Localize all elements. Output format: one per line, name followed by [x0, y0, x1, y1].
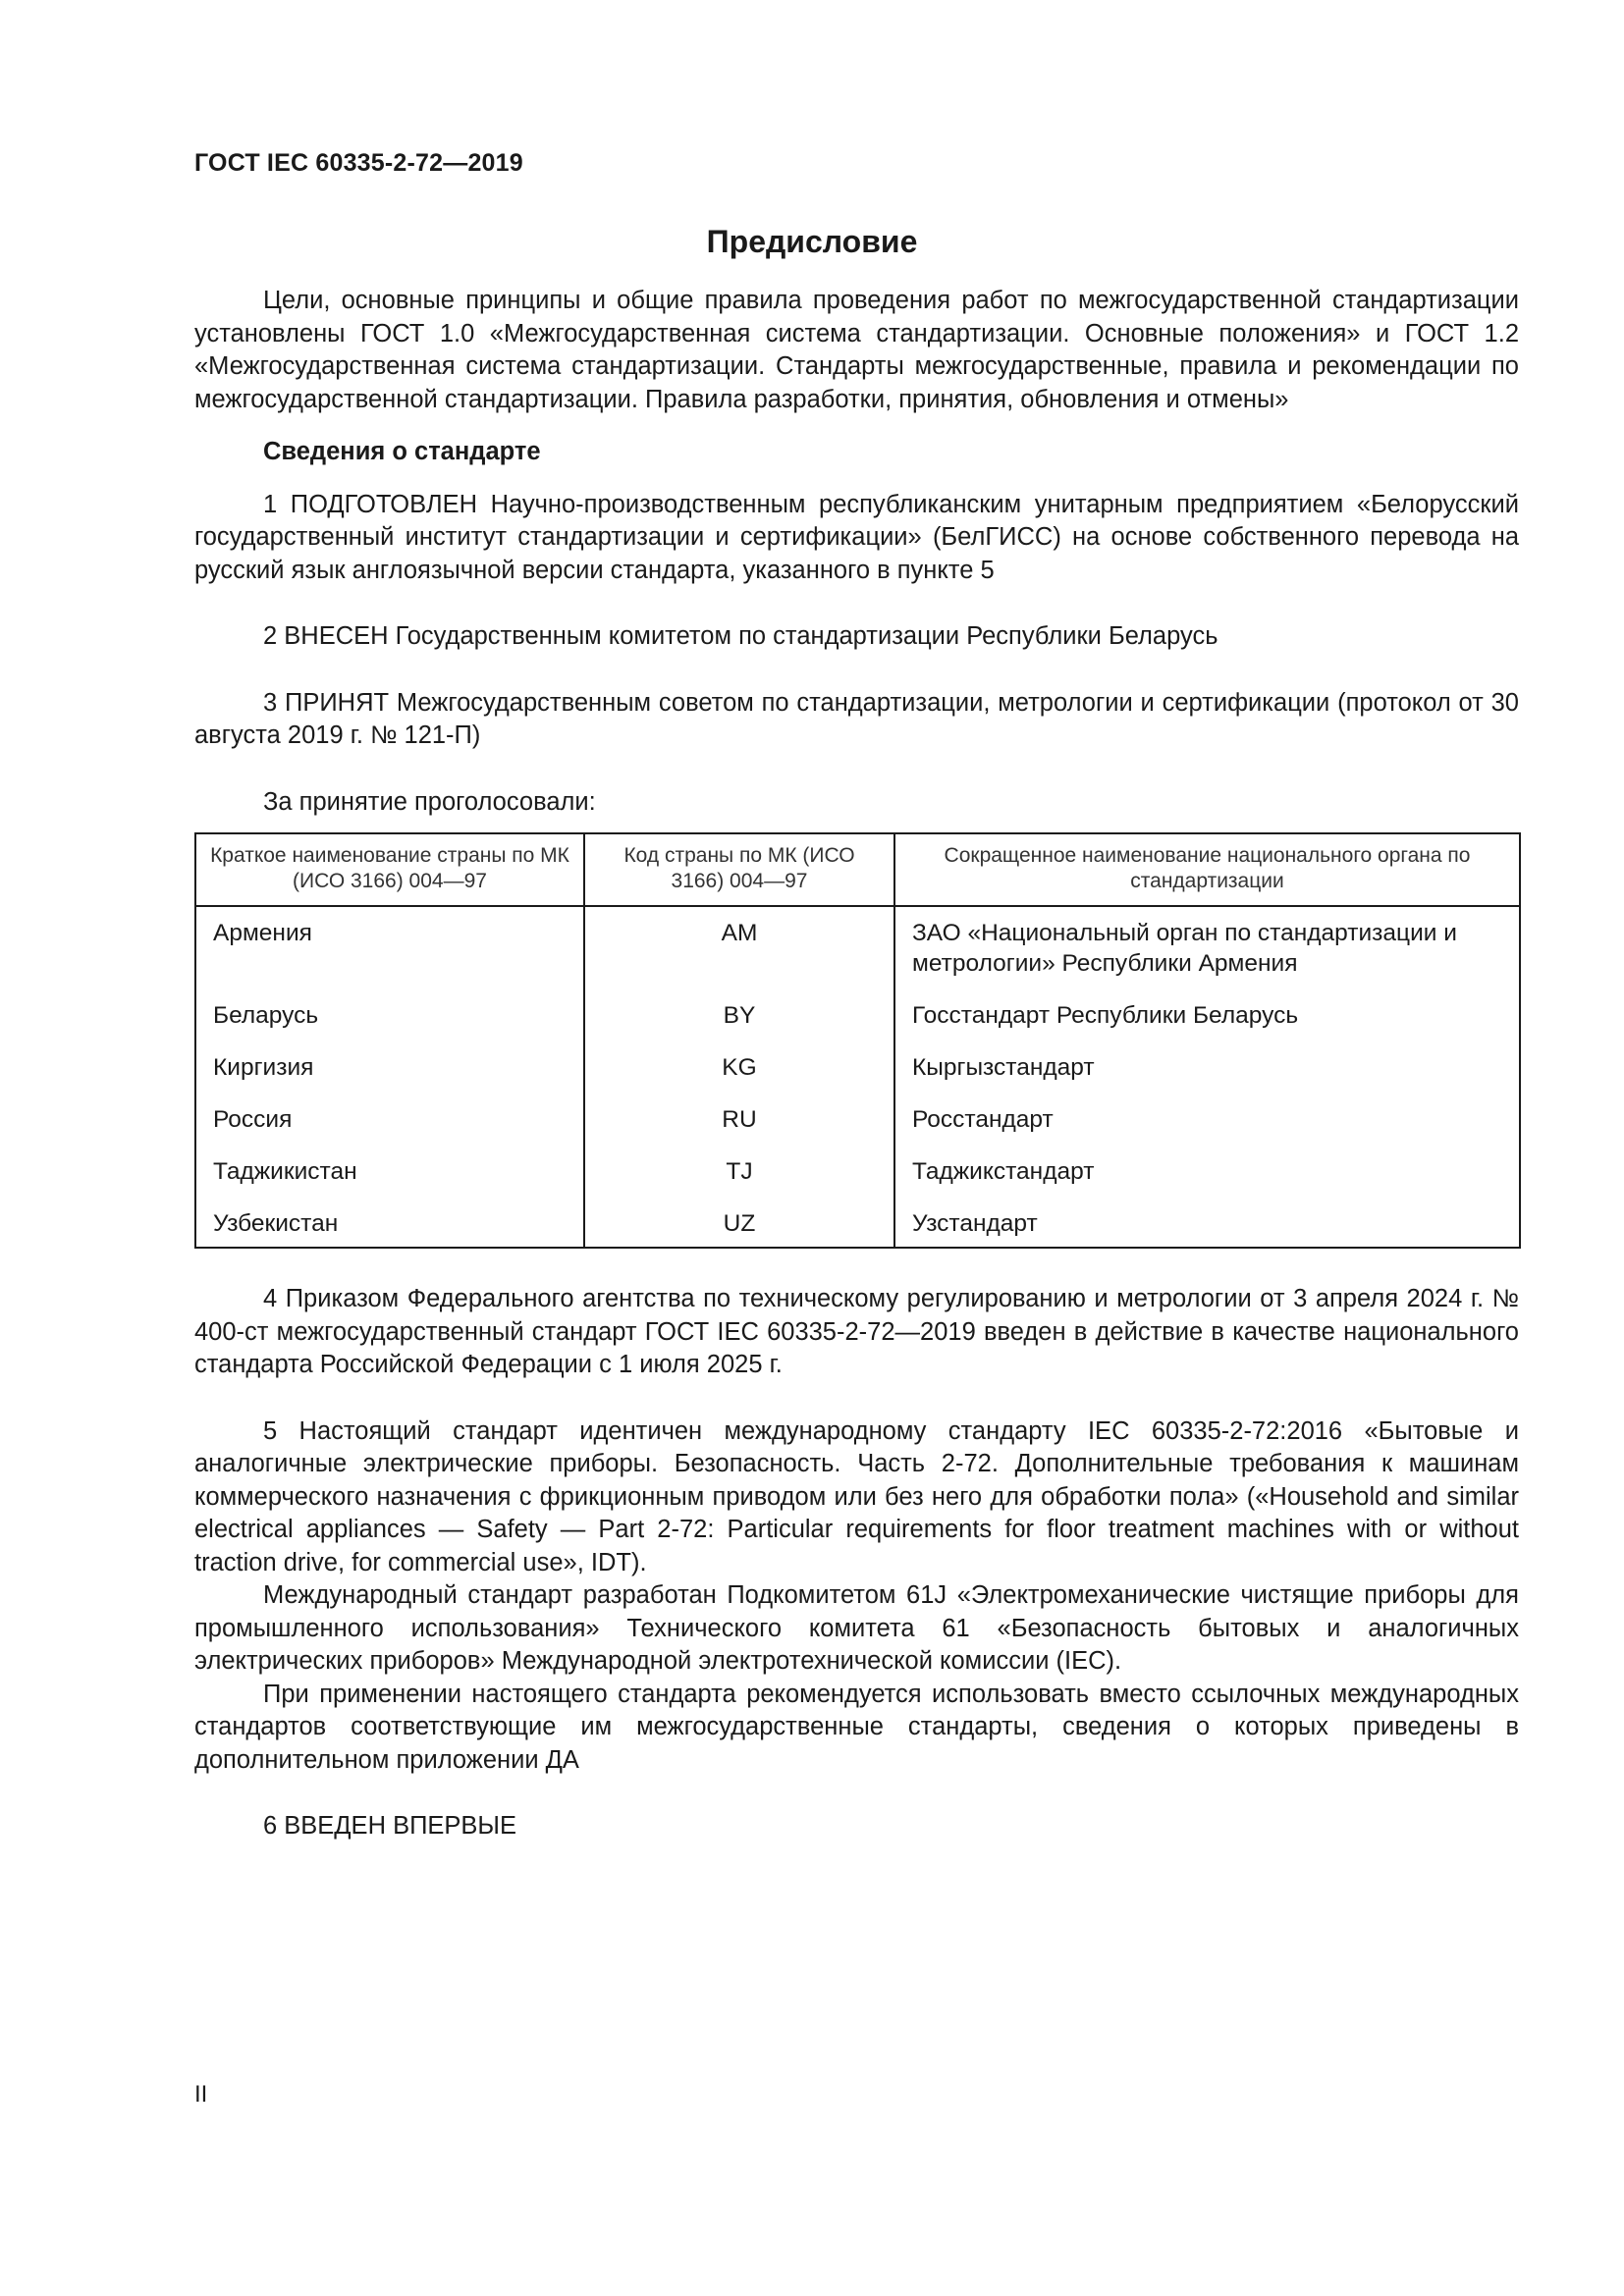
- item-2-paragraph: 2 ВНЕСЕН Государственным комитетом по стандартизации Республики Беларусь: [263, 622, 1218, 650]
- item-5-references-paragraph: При применении настоящего стандарта рекомендуется использовать вместо ссылочных международных стандартов соответствующие им межгосударственные стандарты, сведения о которых приведены в дополнительном приложении ДА: [194, 1680, 1519, 1774]
- page-title: Предисловие: [706, 224, 918, 259]
- table-row: [195, 997, 1520, 1049]
- cell-standards-body: ЗАО «Национальный орган по стандартизации и метрологии» Республики Армения: [894, 906, 1520, 997]
- document-id-header: ГОСТ IEC 60335-2-72—2019: [194, 149, 523, 177]
- item-1-paragraph: 1 ПОДГОТОВЛЕН Научно-производственным республиканским унитарным предприятием «Белорусский государственный институт стандартизации и сертификации» (БелГИСС) на основе собственного перевода на русский язык англоязычной версии стандарта, указанного в пункте 5: [194, 490, 1519, 584]
- cell-country: Армения: [195, 906, 584, 997]
- item-4-paragraph: 4 Приказом Федерального агентства по техническому регулированию и метрологии от 3 апреля 2024 г. № 400-ст межгосударственный стандарт ГОСТ IEC 60335-2-72—2019 введен в действие в качестве национального стандарта Российской Федерации с 1 июля 2025 г.: [194, 1285, 1519, 1378]
- table-row: [195, 1101, 1520, 1153]
- cell-standards-body: Таджикстандарт: [894, 1153, 1520, 1205]
- voting-countries-table: [194, 832, 1521, 1249]
- cell-country: Узбекистан: [195, 1205, 584, 1248]
- vote-intro: За принятие проголосовали:: [263, 787, 596, 816]
- table-row: [195, 1153, 1520, 1205]
- cell-standards-body: Росстандарт: [894, 1101, 1520, 1153]
- cell-code: AM: [584, 906, 894, 997]
- cell-standards-body: Госстандарт Республики Беларусь: [894, 997, 1520, 1049]
- table-header-row: [195, 833, 1520, 906]
- document-body: [194, 285, 1519, 1843]
- table-row: [195, 1049, 1520, 1101]
- cell-country: Таджикистан: [195, 1153, 584, 1205]
- cell-standards-body: Узстандарт: [894, 1205, 1520, 1248]
- column-header-standards-body: Сокращенное наименование национального органа по стандартизации: [894, 833, 1520, 906]
- item-3-paragraph: 3 ПРИНЯТ Межгосударственным советом по стандартизации, метрологии и сертификации (протокол от 30 августа 2019 г. № 121-П): [194, 688, 1519, 749]
- cell-country: Киргизия: [195, 1049, 584, 1101]
- section-subheading: Сведения о стандарте: [263, 438, 541, 465]
- cell-code: BY: [584, 997, 894, 1049]
- item-5-developer-paragraph: Международный стандарт разработан Подкомитетом 61J «Электромеханические чистящие приборы для промышленного использования» Технического комитета 61 «Безопасность бытовых и аналогичных электрических приборов» Международной электротехнической комиссии (IEC).: [194, 1581, 1519, 1675]
- item-6-paragraph: 6 ВВЕДЕН ВПЕРВЫЕ: [263, 1812, 517, 1840]
- cell-code: RU: [584, 1101, 894, 1153]
- column-header-country: Краткое наименование страны по МК (ИСО 3166) 004—97: [195, 833, 584, 906]
- column-header-code: Код страны по МК (ИСО 3166) 004—97: [584, 833, 894, 906]
- cell-standards-body: Кыргызстандарт: [894, 1049, 1520, 1101]
- table-row: [195, 906, 1520, 997]
- page-number: II: [194, 2081, 208, 2108]
- cell-code: UZ: [584, 1205, 894, 1248]
- item-5-paragraph: 5 Настоящий стандарт идентичен международному стандарту IEC 60335-2-72:2016 «Бытовые и аналогичные электрические приборы. Безопасность. Часть 2-72. Дополнительные требования к машинам коммерческого назначения с фрикционным приводом или без него для обработки пола» («Household and similar electrical appliances — Safety — Part 2-72: Particular requirements for floor treatment machines with or without traction drive, for commercial use», IDT).: [194, 1416, 1519, 1576]
- cell-code: KG: [584, 1049, 894, 1101]
- cell-code: TJ: [584, 1153, 894, 1205]
- table-row: [195, 1205, 1520, 1248]
- cell-country: Беларусь: [195, 997, 584, 1049]
- intro-paragraph: Цели, основные принципы и общие правила проведения работ по межгосударственной стандартизации установлены ГОСТ 1.0 «Межгосударственная система стандартизации. Основные положения» и ГОСТ 1.2 «Межгосударственная система стандартизации. Стандарты межгосударственные, правила и рекомендации по межгосударственной стандартизации. Правила разработки, принятия, обновления и отмены»: [194, 287, 1519, 413]
- cell-country: Россия: [195, 1101, 584, 1153]
